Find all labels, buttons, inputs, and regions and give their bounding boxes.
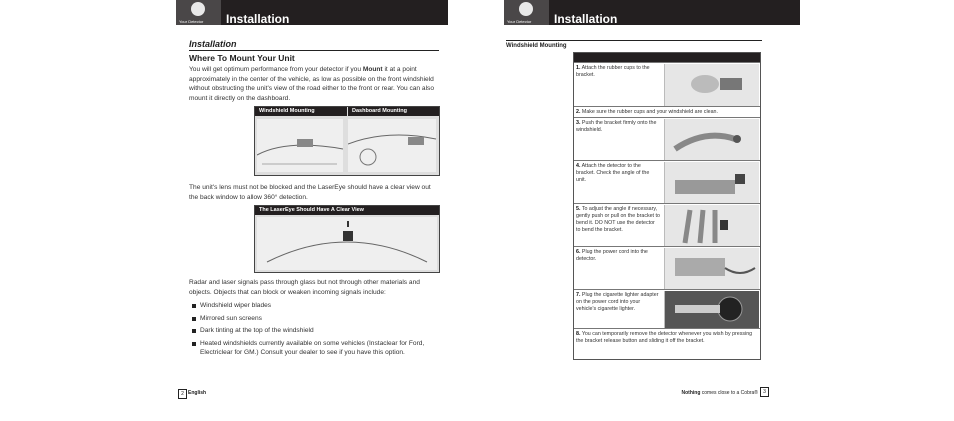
- bullet-icon: [192, 342, 196, 346]
- windshield-mount-icon: [257, 119, 343, 172]
- power-cord-icon: [665, 248, 759, 289]
- bullet-list: [189, 301, 439, 361]
- step-text: [576, 109, 756, 116]
- section-heading: Installation: [189, 39, 439, 51]
- step-description: To adjust the angle if necessary, gently push or pull on the bracket to bend it. DO NOT use the detector to bend the bracket.: [576, 206, 660, 233]
- logo-label: Your Detector: [179, 19, 204, 24]
- bullet-icon: [192, 317, 196, 321]
- step-description: Push the bracket firmly onto the windshield.: [576, 120, 657, 133]
- logo-label: Your Detector: [507, 19, 532, 24]
- bullet-text: Mirrored sun screens: [200, 314, 262, 322]
- step-description: Make sure the rubber cups and your windshield are clean.: [581, 109, 718, 115]
- step-photo: [664, 291, 759, 328]
- footer-bold: Nothing: [681, 390, 701, 396]
- step-number: 2.: [576, 109, 581, 115]
- step-photo: [664, 64, 759, 106]
- header-band: [504, 0, 800, 25]
- bend-bracket-icon: [665, 205, 759, 246]
- step-text: [576, 120, 660, 134]
- step-row: [574, 246, 760, 290]
- band-title: Installation: [226, 12, 290, 26]
- detector-icon: [191, 2, 205, 16]
- lens-paragraph: The unit's lens must not be blocked and the LaserEye should have a clear view out the back window to allow 360° detection.: [189, 184, 431, 201]
- step-description: Attach the rubber cups to the bracket.: [576, 65, 650, 78]
- rubber-cup-icon: [665, 64, 759, 106]
- mounting-illustration: [254, 106, 440, 176]
- step-description: Attach the detector to the bracket. Check the angle of the unit.: [576, 163, 650, 183]
- bullet-text: Dark tinting at the top of the windshield: [200, 327, 314, 334]
- step-description: You can temporarily remove the detector whenever you wish by pressing the bracket release button and sliding it off the bracket.: [576, 331, 753, 344]
- step-row: [574, 160, 760, 204]
- dashboard-sketch: [348, 119, 436, 172]
- step-photo: [664, 248, 759, 289]
- step-photo: [664, 162, 759, 203]
- detector-icon: [519, 2, 533, 16]
- step-text: [576, 292, 660, 313]
- cigarette-lighter-icon: [665, 291, 759, 328]
- hand-push-icon: [665, 119, 759, 160]
- brand-logo: [504, 0, 549, 25]
- step-row: [574, 328, 760, 359]
- step-row: [574, 117, 760, 161]
- intro-text-2: it at a point approximately in the center of the vehicle, as low as possible on the front windshield without obstructing the unit's view of the road either to the front or rear. You can also mount it directly on the dashboard.: [189, 66, 435, 102]
- list-item: [189, 339, 439, 358]
- step-number: 8.: [576, 331, 581, 337]
- right-page: [504, 0, 800, 421]
- band-title: Installation: [554, 12, 618, 26]
- footer-tagline: [682, 390, 759, 396]
- step-number: 5.: [576, 206, 581, 212]
- section-heading: Windshield Mounting: [506, 40, 762, 49]
- bullet-text: Heated windshields currently available on some vehicles (Instaclear for Ford, Electriclear for GM.) Consult your dealer to see if you have this option.: [200, 339, 425, 356]
- windshield-mounting-label: Windshield Mounting: [255, 107, 347, 116]
- car-interior-sketch: [257, 217, 437, 270]
- header-band: [176, 0, 448, 25]
- footer-text: comes close to a Cobra®: [700, 390, 758, 396]
- dashboard-mounting-label: Dashboard Mounting: [348, 107, 439, 116]
- step-text: [576, 249, 660, 263]
- rear-window-icon: [257, 217, 437, 270]
- step-number: 1.: [576, 65, 581, 71]
- step-number: 3.: [576, 120, 581, 126]
- bullet-icon: [192, 329, 196, 333]
- intro-text-1: You will get optimum performance from your detector if you: [189, 66, 363, 73]
- page-number: 3: [760, 387, 769, 397]
- intro-paragraph: [189, 65, 439, 103]
- intro-bold: Mount: [362, 66, 383, 73]
- step-row: [574, 289, 760, 329]
- table-header: [574, 53, 760, 62]
- list-item: [189, 314, 439, 324]
- step-text: [576, 163, 660, 184]
- step-number: 6.: [576, 249, 581, 255]
- step-row: [574, 203, 760, 247]
- subheading: Where To Mount Your Unit: [189, 53, 295, 63]
- list-item: [189, 301, 439, 311]
- step-description: Plug the cigarette lighter adapter on the power cord into your vehicle's cigarette lighter.: [576, 292, 659, 312]
- dashboard-mount-icon: [348, 119, 436, 172]
- step-text: [576, 65, 660, 79]
- detector-attach-icon: [665, 162, 759, 203]
- step-photo: [664, 205, 759, 246]
- clear-view-label: The LaserEye Should Have A Clear View: [255, 206, 439, 215]
- step-text: [576, 206, 660, 234]
- language-label: English: [188, 390, 207, 396]
- step-description: Plug the power cord into the detector.: [576, 249, 648, 262]
- bullet-icon: [192, 304, 196, 308]
- list-item: [189, 326, 439, 336]
- step-photo: [664, 119, 759, 160]
- signals-paragraph: Radar and laser signals pass through glass but not through other materials and objects. Objects that can block or weaken incoming signals include:: [189, 279, 420, 296]
- brand-logo: [176, 0, 221, 25]
- step-number: 4.: [576, 163, 581, 169]
- steps-table: [573, 52, 761, 360]
- step-number: 7.: [576, 292, 581, 298]
- page-number: 2: [178, 389, 187, 399]
- step-text: [576, 331, 756, 345]
- windshield-sketch: [257, 119, 343, 172]
- clear-view-illustration: [254, 205, 440, 273]
- bullet-text: Windshield wiper blades: [200, 302, 272, 309]
- step-row: [574, 62, 760, 107]
- left-page: [176, 0, 448, 421]
